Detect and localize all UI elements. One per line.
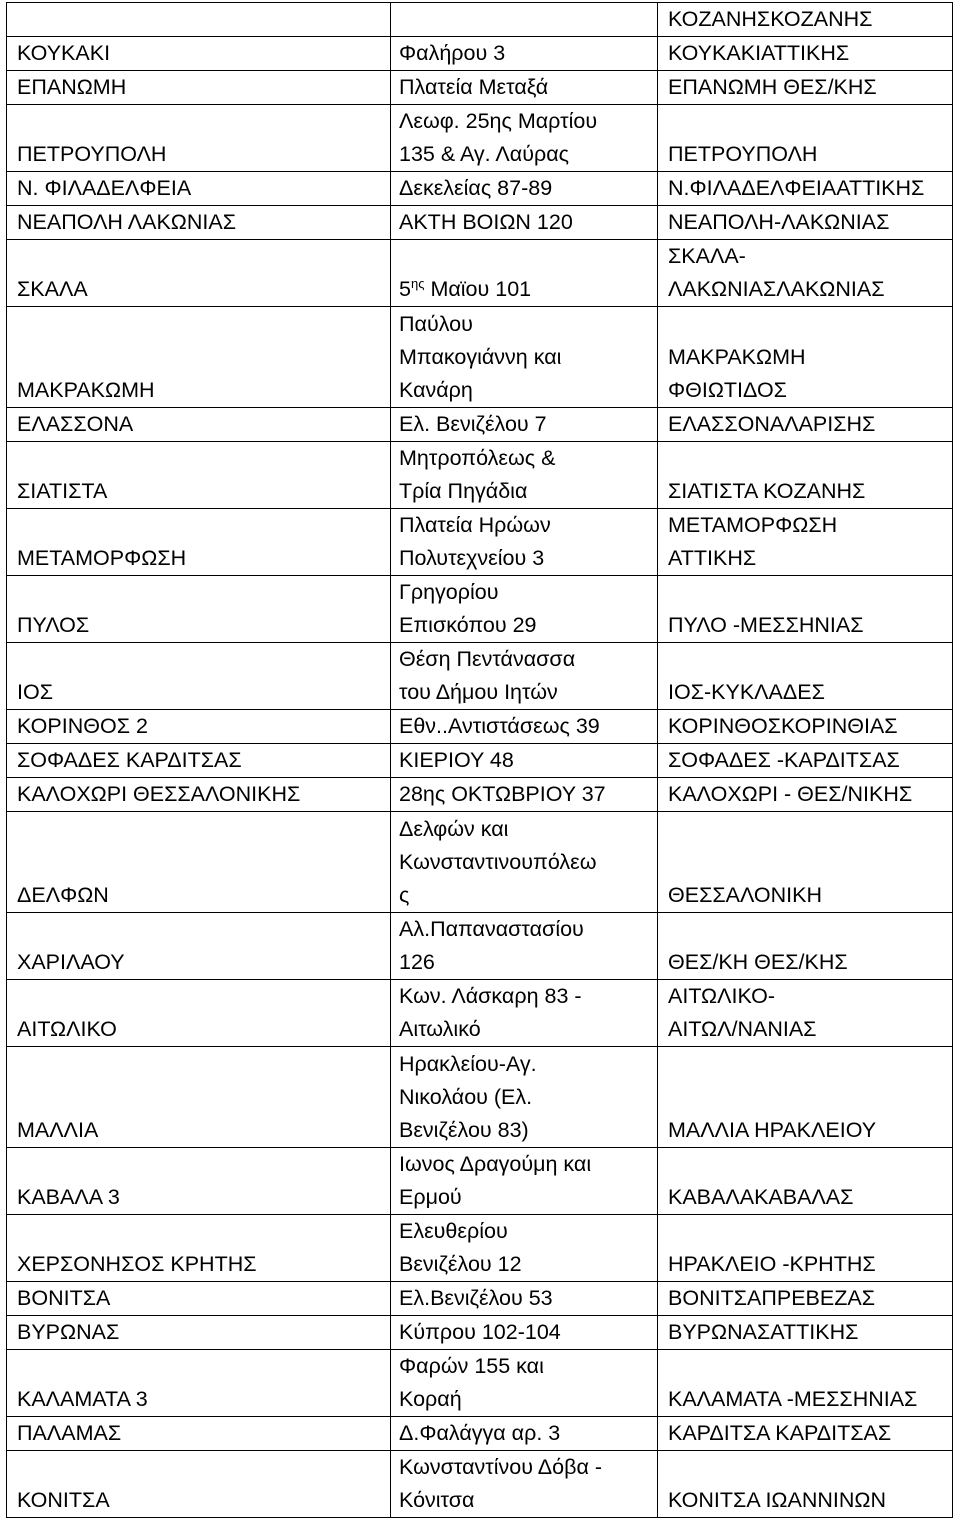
region-cell: ΝΕΑΠΟΛΗ-ΛΑΚΩΝΙΑΣ bbox=[658, 206, 953, 240]
region-cell: ΘΕΣΣΑΛΟΝΙΚΗ bbox=[658, 812, 953, 913]
table-row bbox=[7, 643, 953, 710]
region-cell: ΣΚΑΛΑ- ΛΑΚΩΝΙΑΣΛΑΚΩΝΙΑΣ bbox=[658, 240, 953, 307]
table-row bbox=[7, 240, 953, 307]
region-cell: ΑΙΤΩΛΙΚΟ- ΑΙΤΩΛ/ΝΑΝΙΑΣ bbox=[658, 980, 953, 1047]
address-cell: Κωνσταντίνου Δόβα - Κόνιτσα bbox=[391, 1451, 658, 1518]
table-row bbox=[7, 913, 953, 980]
table-row bbox=[7, 710, 953, 744]
address-cell: 28ης ΟΚΤΩΒΡΙΟΥ 37 bbox=[391, 778, 658, 812]
table-row bbox=[7, 172, 953, 206]
stores-table bbox=[6, 2, 953, 1518]
address-cell: Ιωνος Δραγούμη και Ερμού bbox=[391, 1148, 658, 1215]
region-cell: ΜΑΛΛΙΑ ΗΡΑΚΛΕΙΟΥ bbox=[658, 1047, 953, 1148]
region-cell: ΘΕΣ/ΚΗ ΘΕΣ/ΚΗΣ bbox=[658, 913, 953, 980]
address-cell: Ελευθερίου Βενιζέλου 12 bbox=[391, 1215, 658, 1282]
address-cell: Δεκελείας 87-89 bbox=[391, 172, 658, 206]
address-cell: Ελ.Βενιζέλου 53 bbox=[391, 1282, 658, 1316]
table-row bbox=[7, 1148, 953, 1215]
region-cell: ΜΕΤΑΜΟΡΦΩΣΗ ΑΤΤΙΚΗΣ bbox=[658, 509, 953, 576]
region-cell: ΚΑΒΑΛΑΚΑΒΑΛΑΣ bbox=[658, 1148, 953, 1215]
region-cell: ΚΟΝΙΤΣΑ ΙΩΑΝΝΙΝΩΝ bbox=[658, 1451, 953, 1518]
address-cell: Λεωφ. 25ης Μαρτίου 135 & Αγ. Λαύρας bbox=[391, 105, 658, 172]
address-cell bbox=[391, 240, 658, 307]
city-cell: ΕΛΑΣΣΟΝΑ bbox=[7, 408, 391, 442]
city-cell: ΧΑΡΙΛΑΟΥ bbox=[7, 913, 391, 980]
region-cell: ΠΕΤΡΟΥΠΟΛΗ bbox=[658, 105, 953, 172]
region-cell: ΒΟΝΙΤΣΑΠΡΕΒΕΖΑΣ bbox=[658, 1282, 953, 1316]
city-cell: ΜΕΤΑΜΟΡΦΩΣΗ bbox=[7, 509, 391, 576]
address-cell bbox=[391, 3, 658, 37]
table-row bbox=[7, 442, 953, 509]
city-cell: ΒΥΡΩΝΑΣ bbox=[7, 1316, 391, 1350]
region-cell: ΚΟΡΙΝΘΟΣΚΟΡΙΝΘΙΑΣ bbox=[658, 710, 953, 744]
table-row bbox=[7, 3, 953, 37]
address-cell: Κύπρου 102-104 bbox=[391, 1316, 658, 1350]
table-row bbox=[7, 1282, 953, 1316]
city-cell: ΜΑΛΛΙΑ bbox=[7, 1047, 391, 1148]
address-cell: Μητροπόλεως & Τρία Πηγάδια bbox=[391, 442, 658, 509]
table-row bbox=[7, 206, 953, 240]
city-cell: ΑΙΤΩΛΙΚΟ bbox=[7, 980, 391, 1047]
region-cell: ΣΟΦΑΔΕΣ -ΚΑΡΔΙΤΣΑΣ bbox=[658, 744, 953, 778]
region-cell: ΚΟΥΚΑΚΙΑΤΤΙΚΗΣ bbox=[658, 37, 953, 71]
region-cell: ΜΑΚΡΑΚΩΜΗ ΦΘΙΩΤΙΔΟΣ bbox=[658, 307, 953, 408]
region-cell: Ν.ΦΙΛΑΔΕΛΦΕΙΑΑΤΤΙΚΗΣ bbox=[658, 172, 953, 206]
address-ordinal-suffix: ης bbox=[410, 275, 425, 291]
table-row bbox=[7, 812, 953, 913]
city-cell: ΠΑΛΑΜΑΣ bbox=[7, 1417, 391, 1451]
region-cell: ΒΥΡΩΝΑΣΑΤΤΙΚΗΣ bbox=[658, 1316, 953, 1350]
address-cell: ΑΚΤΗ ΒΟΙΩΝ 120 bbox=[391, 206, 658, 240]
region-cell: ΚΟΖΑΝΗΣΚΟΖΑΝΗΣ bbox=[658, 3, 953, 37]
city-cell: ΠΥΛΟΣ bbox=[7, 576, 391, 643]
address-cell: Εθν..Αντιστάσεως 39 bbox=[391, 710, 658, 744]
table-row bbox=[7, 1316, 953, 1350]
address-cell: Δ.Φαλάγγα αρ. 3 bbox=[391, 1417, 658, 1451]
table-row bbox=[7, 1350, 953, 1417]
table-row bbox=[7, 71, 953, 105]
table-row bbox=[7, 1047, 953, 1148]
table-row bbox=[7, 744, 953, 778]
region-cell: ΚΑΛΑΜΑΤΑ -ΜΕΣΣΗΝΙΑΣ bbox=[658, 1350, 953, 1417]
city-cell: ΚΑΛΑΜΑΤΑ 3 bbox=[7, 1350, 391, 1417]
table-row bbox=[7, 980, 953, 1047]
address-cell: Πλατεία Μεταξά bbox=[391, 71, 658, 105]
region-cell: ΣΙΑΤΙΣΤΑ ΚΟΖΑΝΗΣ bbox=[658, 442, 953, 509]
address-cell: Ηρακλείου-Αγ. Νικολάου (Ελ. Βενιζέλου 83) bbox=[391, 1047, 658, 1148]
table-row bbox=[7, 1417, 953, 1451]
region-cell: ΚΑΡΔΙΤΣΑ ΚΑΡΔΙΤΣΑΣ bbox=[658, 1417, 953, 1451]
city-cell: ΜΑΚΡΑΚΩΜΗ bbox=[7, 307, 391, 408]
city-cell: Ν. ΦΙΛΑΔΕΛΦΕΙΑ bbox=[7, 172, 391, 206]
address-cell: Θέση Πεντάνασσα του Δήμου Ιητών bbox=[391, 643, 658, 710]
city-cell: ΠΕΤΡΟΥΠΟΛΗ bbox=[7, 105, 391, 172]
city-cell: ΚΟΝΙΤΣΑ bbox=[7, 1451, 391, 1518]
city-cell bbox=[7, 3, 391, 37]
region-cell: ΙΟΣ-ΚΥΚΛΑΔΕΣ bbox=[658, 643, 953, 710]
table-row bbox=[7, 1215, 953, 1282]
address-cell: Φαλήρου 3 bbox=[391, 37, 658, 71]
region-cell: ΕΛΑΣΣΟΝΑΛΑΡΙΣΗΣ bbox=[658, 408, 953, 442]
city-cell: ΚΟΡΙΝΘΟΣ 2 bbox=[7, 710, 391, 744]
table-row bbox=[7, 1451, 953, 1518]
city-cell: ΕΠΑΝΩΜΗ bbox=[7, 71, 391, 105]
city-cell: ΔΕΛΦΩΝ bbox=[7, 812, 391, 913]
address-cell: Πλατεία Ηρώων Πολυτεχνείου 3 bbox=[391, 509, 658, 576]
city-cell: ΣΙΑΤΙΣΤΑ bbox=[7, 442, 391, 509]
city-cell: ΧΕΡΣΟΝΗΣΟΣ ΚΡΗΤΗΣ bbox=[7, 1215, 391, 1282]
city-cell: ΝΕΑΠΟΛΗ ΛΑΚΩΝΙΑΣ bbox=[7, 206, 391, 240]
region-cell: ΕΠΑΝΩΜΗ ΘΕΣ/ΚΗΣ bbox=[658, 71, 953, 105]
address-cell: Παύλου Μπακογιάννη και Κανάρη bbox=[391, 307, 658, 408]
table-row bbox=[7, 509, 953, 576]
address-cell: Κων. Λάσκαρη 83 - Αιτωλικό bbox=[391, 980, 658, 1047]
address-cell: ΚΙΕΡΙΟΥ 48 bbox=[391, 744, 658, 778]
city-cell: ΣΟΦΑΔΕΣ ΚΑΡΔΙΤΣΑΣ bbox=[7, 744, 391, 778]
address-cell: Αλ.Παπαναστασίου 126 bbox=[391, 913, 658, 980]
table-row bbox=[7, 105, 953, 172]
table-row bbox=[7, 576, 953, 643]
table-row bbox=[7, 778, 953, 812]
address-rest: Μαϊου 101 bbox=[424, 277, 532, 301]
address-number: 5 bbox=[399, 277, 411, 301]
address-cell: Φαρών 155 και Κοραή bbox=[391, 1350, 658, 1417]
city-cell: ΣΚΑΛΑ bbox=[7, 240, 391, 307]
city-cell: ΙΟΣ bbox=[7, 643, 391, 710]
table-row bbox=[7, 307, 953, 408]
table-row bbox=[7, 408, 953, 442]
region-cell: ΗΡΑΚΛΕΙΟ -ΚΡΗΤΗΣ bbox=[658, 1215, 953, 1282]
region-cell: ΠΥΛΟ -ΜΕΣΣΗΝΙΑΣ bbox=[658, 576, 953, 643]
table-row bbox=[7, 37, 953, 71]
address-cell: Ελ. Βενιζέλου 7 bbox=[391, 408, 658, 442]
address-cell: Δελφών και Κωνσταντινουπόλεω ς bbox=[391, 812, 658, 913]
city-cell: ΚΑΒΑΛΑ 3 bbox=[7, 1148, 391, 1215]
city-cell: ΚΟΥΚΑΚΙ bbox=[7, 37, 391, 71]
address-cell: Γρηγορίου Επισκόπου 29 bbox=[391, 576, 658, 643]
city-cell: ΒΟΝΙΤΣΑ bbox=[7, 1282, 391, 1316]
city-cell: ΚΑΛΟΧΩΡΙ ΘΕΣΣΑΛΟΝΙΚΗΣ bbox=[7, 778, 391, 812]
region-cell: ΚΑΛΟΧΩΡΙ - ΘΕΣ/ΝΙΚΗΣ bbox=[658, 778, 953, 812]
